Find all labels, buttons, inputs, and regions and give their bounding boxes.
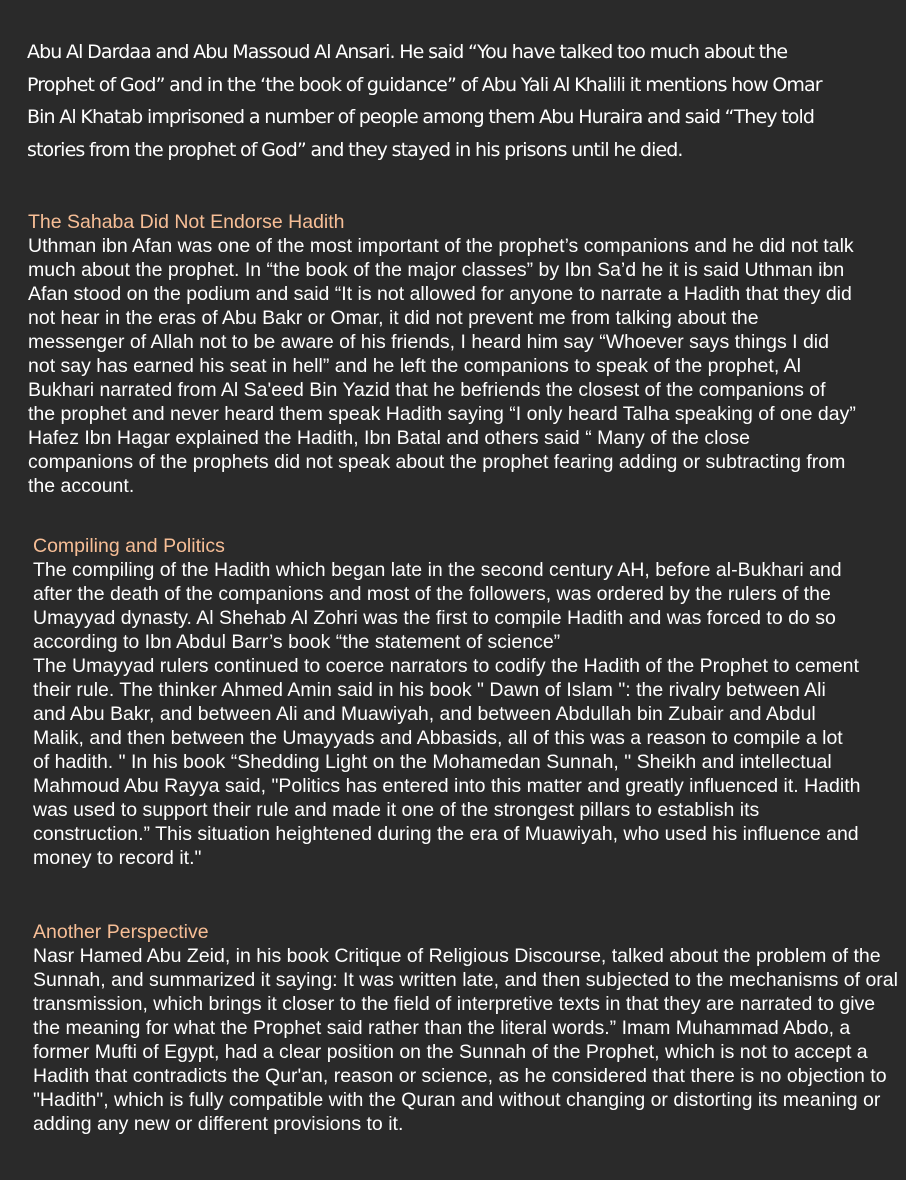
section-another-perspective — [33, 920, 903, 1136]
intro-paragraph: Abu Al Dardaa and Abu Massoud Al Ansari. He said “You have talked too much about the Prophet of God” and in the ‘the book of guidance” of Abu Yali Al Khalili it mentions how Omar Bin Al Khatab imprisoned a number of people among them Abu Huraira and said “They told stories from the prophet of God” and they stayed in his prisons until he died. — [27, 41, 822, 161]
section-paragraph: The Umayyad rulers continued to coerce narrators to codify the Hadith of the Prophet to cement their rule. The thinker Ahmed Amin said in his book " Dawn of Islam ": the rivalry between Ali and Abu Bakr, and between Ali and Muawiyah, and between Abdullah bin Zubair and Abdul Malik, and then between the Umayyads and Abbasids, all of this was a reason to compile a lot of hadith. " In his book “Shedding Light on the Mohamedan Sunnah, " Sheikh and intellectual Mahmoud Abu Rayya said, "Politics has entered into this matter and greatly influenced it. Hadith was used to support their rule and made it one of the strongest pillars to establish its construction.” This situation heightened during the era of Muawiyah, who used his influence and money to record it." — [33, 655, 861, 869]
section-sahaba — [28, 210, 858, 498]
section-paragraph: The compiling of the Hadith which began late in the second century AH, before al-Bukhari and after the death of the companions and most of the followers, was ordered by the rulers of the Umayyad dynasty. Al Shehab Al Zohri was the first to compile Hadith and was forced to do so according to Ibn Abdul Barr’s book “the statement of science” — [33, 559, 842, 653]
section-heading: Compiling and Politics — [33, 535, 225, 557]
section-heading: Another Perspective — [33, 921, 209, 943]
section-paragraph: Uthman ibn Afan was one of the most important of the prophet’s companions and he did not talk much about the prophet. In “the book of the major classes” by Ibn Sa’d he it is said Uthman ibn Afan stood on the podium and said “It is not allowed for anyone to narrate a Hadith that they did not hear in the eras of Abu Bakr or Omar, it did not prevent me from talking about the messenger of Allah not to be aware of his friends, I heard him say “Whoever says things I did not say has earned his seat in hell” and he left the companions to speak of the prophet, Al Bukhari narrated from Al Sa'eed Bin Yazid that he befriends the closest of the companions of the prophet and never heard them speak Hadith saying “I only heard Talha speaking of one day” Hafez Ibn Hagar explained the Hadith, Ibn Batal and others said “ Many of the close companions of the prophets did not speak about the prophet fearing adding or subtracting from the account. — [28, 235, 856, 497]
section-compiling-politics — [33, 534, 863, 888]
section-paragraph: Nasr Hamed Abu Zeid, in his book Critique of Religious Discourse, talked about the problem of the Sunnah, and summarized it saying: It was written late, and then subjected to the mechanisms of oral transmission, which brings it closer to the field of interpretive texts in that they are narrated to give the meaning for what the Prophet said rather than the literal words.” Imam Muhammad Abdo, a former Mufti of Egypt, had a clear position on the Sunnah of the Prophet, which is not to accept a Hadith that contradicts the Qur'an, reason or science, as he considered that there is no objection to "Hadith", which is fully compatible with the Quran and without changing or distorting its meaning or adding any new or different provisions to it. — [33, 945, 898, 1135]
section-heading: The Sahaba Did Not Endorse Hadith — [28, 211, 345, 233]
